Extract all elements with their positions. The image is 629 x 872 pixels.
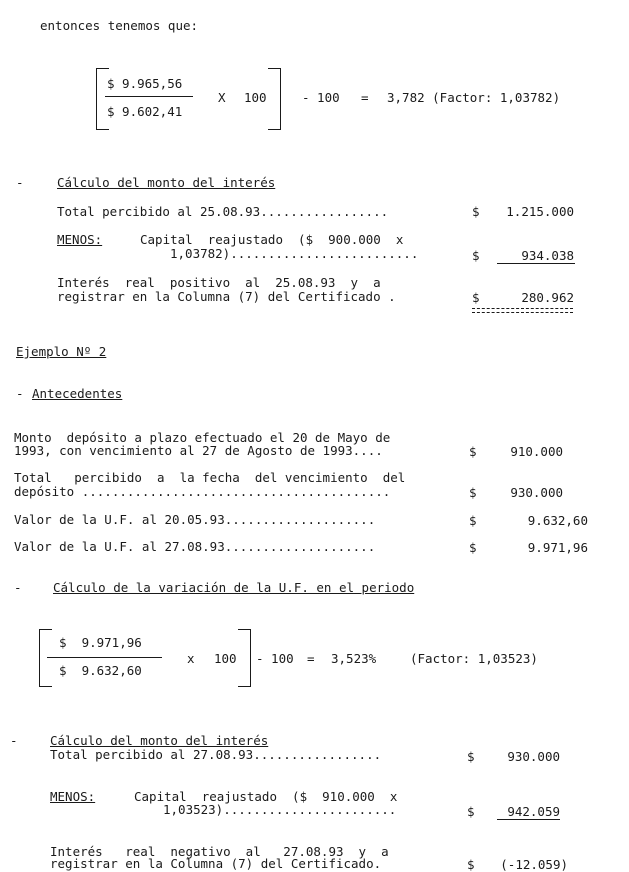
antecedentes-dash: - bbox=[16, 386, 24, 401]
right-bracket bbox=[238, 629, 251, 687]
right-bracket bbox=[268, 68, 281, 130]
currency-sign: $ bbox=[472, 290, 480, 305]
formula-2-minus: - 100 bbox=[256, 651, 294, 666]
formula-1-minus: - 100 bbox=[302, 90, 340, 105]
currency-sign: $ bbox=[469, 540, 477, 555]
times-sign: X bbox=[218, 90, 226, 105]
formula-1-result: 3,782 (Factor: 1,03782) bbox=[387, 90, 561, 105]
example-row-2-line1: Total percibido a la fecha del vencimiento del bbox=[14, 470, 406, 485]
formula-1-hundred: 100 bbox=[244, 90, 267, 105]
currency-sign: $ bbox=[472, 248, 480, 263]
formula-2-result: 3,523% bbox=[331, 651, 377, 666]
section-1-menos-line1: Capital reajustado ($ 900.000 x bbox=[140, 232, 404, 247]
currency-sign: $ bbox=[467, 857, 475, 872]
left-bracket bbox=[39, 629, 52, 687]
equals-sign: = bbox=[307, 651, 315, 666]
section-3-dash: - bbox=[10, 733, 18, 748]
section-3-interest-value: (-12.059) bbox=[500, 857, 568, 872]
example-row-1-line2: 1993, con vencimiento al 27 de Agosto de 1993.... bbox=[14, 443, 383, 458]
section-3-menos-value: 942.059 bbox=[507, 804, 560, 819]
example-row-4-label: Valor de la U.F. al 27.08.93.................... bbox=[14, 539, 376, 554]
intro-text: entonces tenemos que: bbox=[40, 18, 199, 33]
section-3-menos-line1: Capital reajustado ($ 910.000 x bbox=[134, 789, 398, 804]
formula-2-numerator: $ 9.971,96 bbox=[59, 635, 142, 650]
formula-1-denominator: $ 9.602,41 bbox=[107, 104, 183, 119]
example-row-4-value: 9.971,96 bbox=[527, 540, 588, 555]
times-sign: x bbox=[187, 651, 195, 666]
value-underline bbox=[497, 263, 575, 264]
section-1-menos-line2: 1,03782)......................... bbox=[170, 246, 419, 261]
section-1-interest-value: 280.962 bbox=[521, 290, 574, 305]
currency-sign: $ bbox=[467, 749, 475, 764]
total-double-underline bbox=[472, 308, 573, 313]
section-1-title: Cálculo del monto del interés bbox=[57, 175, 276, 190]
example-row-2-line2: depósito ......................................... bbox=[14, 484, 391, 499]
currency-sign: $ bbox=[469, 513, 477, 528]
example-row-3-label: Valor de la U.F. al 20.05.93.................... bbox=[14, 512, 376, 527]
formula-2-denominator: $ 9.632,60 bbox=[59, 663, 142, 678]
currency-sign: $ bbox=[472, 204, 480, 219]
formula-2-hundred: 100 bbox=[214, 651, 237, 666]
example-row-3-value: 9.632,60 bbox=[527, 513, 588, 528]
section-3-interest-line2: registrar en la Columna (7) del Certificado. bbox=[50, 856, 382, 871]
currency-sign: $ bbox=[467, 804, 475, 819]
section-3-menos-label: MENOS: bbox=[50, 789, 96, 804]
section-1-total-label: Total percibido al 25.08.93................. bbox=[57, 204, 389, 219]
section-3-menos-line2: 1,03523)....................... bbox=[163, 802, 397, 817]
section-2-dash: - bbox=[14, 580, 22, 595]
example-row-1-line1: Monto depósito a plazo efectuado el 20 de Mayo de bbox=[14, 430, 391, 445]
currency-sign: $ bbox=[469, 485, 477, 500]
formula-2-factor: (Factor: 1,03523) bbox=[410, 651, 538, 666]
fraction-bar bbox=[105, 96, 193, 97]
equals-sign: = bbox=[361, 90, 369, 105]
section-1-menos-value: 934.038 bbox=[521, 248, 574, 263]
currency-sign: $ bbox=[469, 444, 477, 459]
section-2-title: Cálculo de la variación de la U.F. en el periodo bbox=[53, 580, 415, 595]
example-row-2-value: 930.000 bbox=[510, 485, 563, 500]
section-1-interest-line2: registrar en la Columna (7) del Certificado . bbox=[57, 289, 396, 304]
example-title: Ejemplo Nº 2 bbox=[16, 344, 107, 359]
fraction-bar bbox=[47, 657, 162, 658]
section-1-dash: - bbox=[16, 175, 24, 190]
section-3-interest-line1: Interés real negativo al 27.08.93 y a bbox=[50, 844, 389, 859]
section-1-menos-label: MENOS: bbox=[57, 232, 103, 247]
section-3-total-value: 930.000 bbox=[507, 749, 560, 764]
antecedentes-heading: Antecedentes bbox=[32, 386, 123, 401]
section-3-total-label: Total percibido al 27.08.93................. bbox=[50, 747, 382, 762]
formula-1-numerator: $ 9.965,56 bbox=[107, 76, 183, 91]
example-row-1-value: 910.000 bbox=[510, 444, 563, 459]
section-3-title: Cálculo del monto del interés bbox=[50, 733, 269, 748]
value-underline bbox=[497, 819, 560, 820]
section-1-interest-line1: Interés real positivo al 25.08.93 y a bbox=[57, 275, 381, 290]
section-1-total-value: 1.215.000 bbox=[506, 204, 574, 219]
